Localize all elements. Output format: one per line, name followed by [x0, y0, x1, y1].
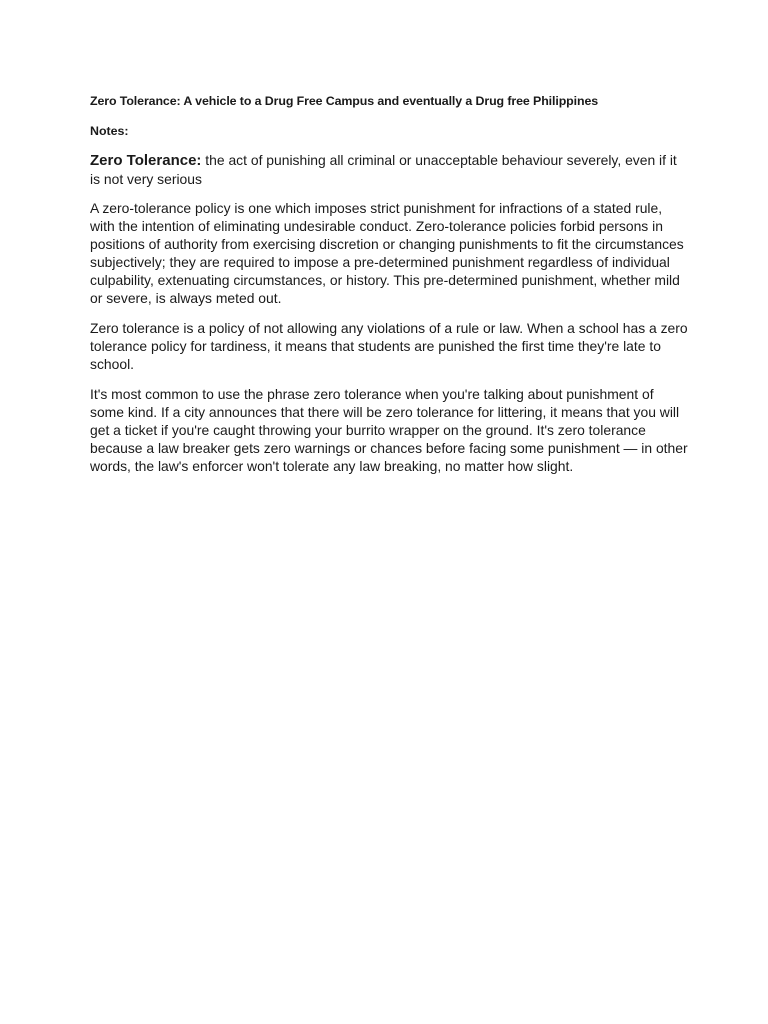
notes-label: Notes:: [90, 124, 129, 138]
document-body: [90, 93, 688, 487]
paragraph-policy-description: A zero-tolerance policy is one which imposes strict punishment for infractions of a stated rule, with the intention of eliminating undesirable conduct. Zero-tolerance policies forbid persons in positions of authority from exercising discretion or changing punishments to fit the circumstances subjectively; they are required to impose a pre-determined punishment regardless of individual culpability, extenuating circumstances, or history. This pre-determined punishment, whether mild or severe, is always meted out.: [90, 200, 684, 306]
definition-paragraph: [90, 151, 688, 188]
paragraph-school-example: Zero tolerance is a policy of not allowing any violations of a rule or law. When a school has a zero tolerance policy for tardiness, it means that students are punished the first time they're late to school.: [90, 320, 688, 372]
definition-term: Zero Tolerance:: [90, 152, 202, 169]
document-title: Zero Tolerance: A vehicle to a Drug Free Campus and eventually a Drug free Philippines: [90, 94, 599, 108]
paragraph-common-usage: It's most common to use the phrase zero tolerance when you're talking about punishment of some kind. If a city announces that there will be zero tolerance for littering, it means that you will get a ticket if you're caught throwing your burrito wrapper on the ground. It's zero tolerance because a law breaker gets zero warnings or chances before facing some punishment — in other words, the law's enforcer won't tolerate any law breaking, no matter how slight.: [90, 386, 688, 474]
definition-text: the act of punishing all criminal or unacceptable behaviour severely, even if it is not very serious: [90, 152, 677, 187]
